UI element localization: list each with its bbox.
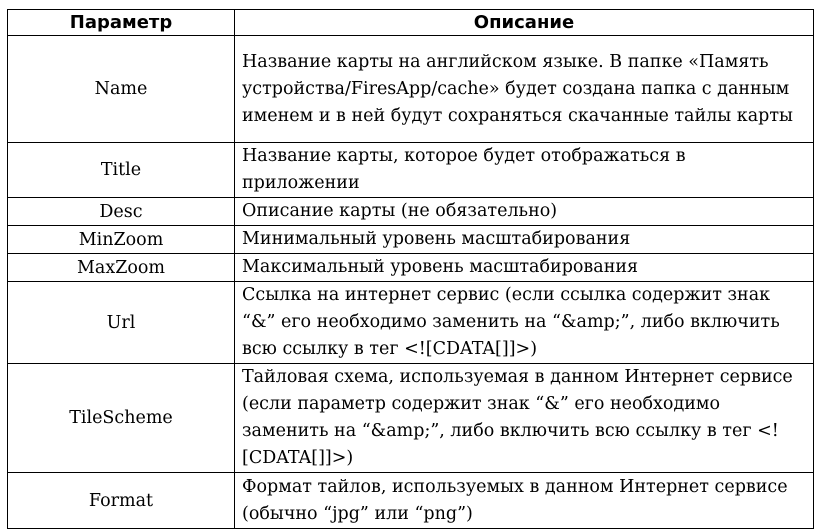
parameters-table-container	[7, 9, 813, 529]
table-row	[8, 143, 814, 198]
param-name-cell: TileScheme	[8, 364, 235, 473]
header-parameter: Параметр	[8, 10, 235, 36]
param-name-cell: Title	[8, 143, 235, 198]
parameters-table	[7, 9, 814, 529]
table-row	[8, 254, 814, 282]
table-row	[8, 282, 814, 364]
param-name-cell: Name	[8, 36, 235, 143]
header-description: Описание	[235, 10, 814, 36]
param-description-cell: Название карты на английском языке. В папке «Память устройства/FiresApp/cache» будет создана папка с данным именем и в ней будут сохраняться скачанные тайлы карты	[235, 36, 814, 143]
table-row	[8, 226, 814, 254]
param-description-cell: Название карты, которое будет отображаться в приложении	[235, 143, 814, 198]
param-name-cell: MaxZoom	[8, 254, 235, 282]
param-name-cell: Format	[8, 473, 235, 529]
param-description-cell: Описание карты (не обязательно)	[235, 198, 814, 226]
table-row	[8, 198, 814, 226]
param-description-cell: Максимальный уровень масштабирования	[235, 254, 814, 282]
param-description-cell: Минимальный уровень масштабирования	[235, 226, 814, 254]
param-name-cell: Url	[8, 282, 235, 364]
table-header-row	[8, 10, 814, 36]
table-row	[8, 364, 814, 473]
param-description-cell: Тайловая схема, используемая в данном Интернет сервисе (если параметр содержит знак “&” его необходимо заменить на “&amp;”, либо включить всю ссылку в тег <![CDATA[]]>)	[235, 364, 814, 473]
table-row	[8, 473, 814, 529]
param-description-cell: Формат тайлов, используемых в данном Интернет сервисе (обычно “jpg” или “png”)	[235, 473, 814, 529]
table-row	[8, 36, 814, 143]
param-description-cell: Ссылка на интернет сервис (если ссылка содержит знак “&” его необходимо заменить на “&amp;”, либо включить всю ссылку в тег <![CDATA[]]>)	[235, 282, 814, 364]
param-name-cell: MinZoom	[8, 226, 235, 254]
param-name-cell: Desc	[8, 198, 235, 226]
